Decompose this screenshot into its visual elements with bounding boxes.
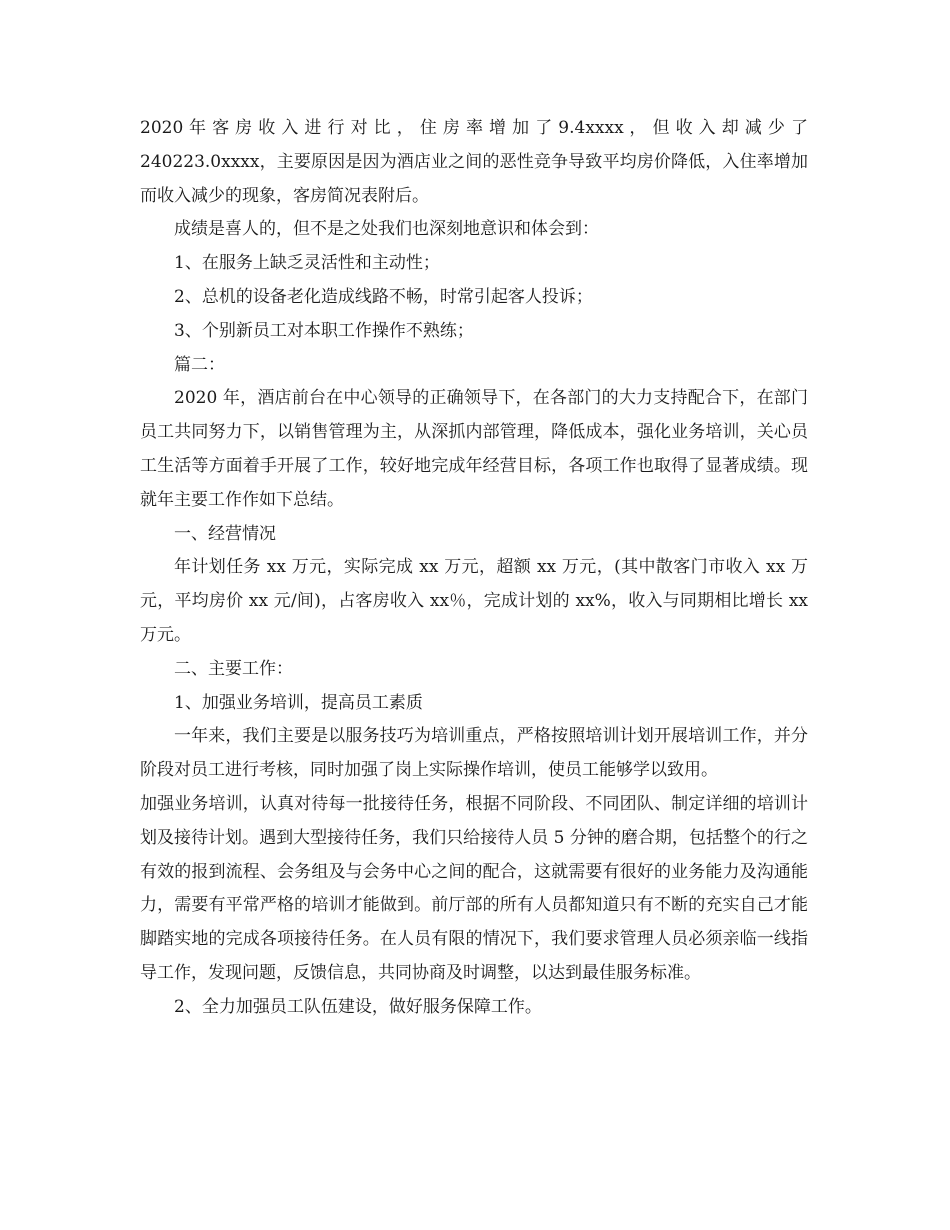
section-heading: 一、经营情况 [174, 523, 276, 544]
paragraph: 加强业务培训，认真对待每一批接待任务，根据不同阶段、不同团队、制定详细的培训计划及接待计划。遇到大型接待任务，我们只给接待人员 5 分钟的磨合期，包括整个的行之有效的报到流程、会务组及与会务中心之间的配合，这就需要有很好的业务能力及沟通能力，需要有平常严格的培训才能做到。前厅部的所有人员都知道只有不断的充实自己才能脚踏实地的完成各项接待任务。在人员有限的情况下，我们要求管理人员必须亲临一线指导工作，发现问题，反馈信息，共同协商及时调整，以达到最佳服务标准。 [140, 793, 808, 983]
paragraph: 2020 年，酒店前台在中心领导的正确领导下，在各部门的大力支持配合下，在部门员工共同努力下，以销售管理为主，从深抓内部管理，降低成本，强化业务培训，关心员工生活等方面着手开展了工作，较好地完成年经营目标，各项工作也取得了显著成绩。现就年主要工作作如下总结。 [140, 388, 808, 510]
paragraph-line: 2020 年 客 房 收 入 进 行 对 比 ， 住 房 率 增 加 了 9.4xxxx ， 但 收 入 却 减 少 了 [140, 118, 808, 138]
list-item: 1、在服务上缺乏灵活性和主动性； [174, 253, 440, 274]
section-heading: 篇二： [174, 354, 225, 375]
list-item: 3、个别新员工对本职工作操作不熟练； [174, 320, 474, 341]
paragraph: 一年来，我们主要是以服务技巧为培训重点，严格按照培训计划开展培训工作，并分阶段对员工进行考核，同时加强了岗上实际操作培训，使员工能够学以致用。 [140, 726, 808, 781]
subsection-heading: 1、加强业务培训，提高员工素质 [174, 692, 423, 713]
document-body [140, 112, 808, 1025]
section-heading: 二、主要工作： [174, 658, 293, 679]
paragraph: 成绩是喜人的，但不是之处我们也深刻地意识和体会到： [174, 219, 599, 240]
list-item: 2、总机的设备老化造成线路不畅，时常引起客人投诉； [174, 286, 593, 307]
subsection-heading: 2、全力加强员工队伍建设，做好服务保障工作。 [174, 996, 542, 1017]
paragraph: 年计划任务 xx 万元，实际完成 xx 万元，超额 xx 万元，(其中散客门市收入 xx 万元，平均房价 xx 元/间)，占客房收入 xx％，完成计划的 xx%，收入与同期相比增长 xx 万元。 [140, 557, 808, 645]
paragraph: 240223.0xxxx，主要原因是因为酒店业之间的恶性竞争导致平均房价降低，入住率增加而收入减少的现象，客房简况表附后。 [140, 151, 808, 206]
